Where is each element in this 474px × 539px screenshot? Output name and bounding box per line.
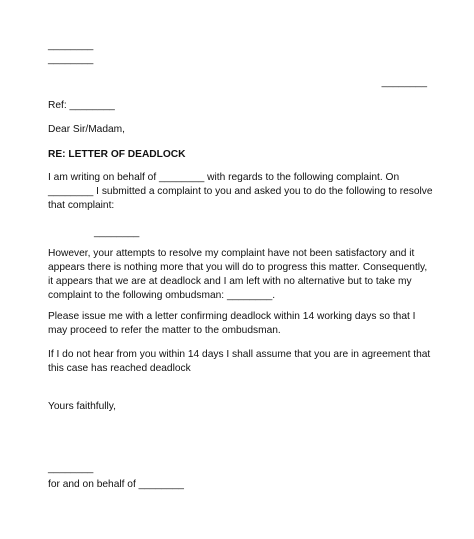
paragraph-line: Please issue me with a letter confirming deadlock within 14 working days so that I bbox=[48, 311, 416, 322]
salutation: Dear Sir/Madam, bbox=[48, 124, 125, 135]
sender-name-blank: ________ bbox=[48, 40, 94, 51]
paragraph-line: complaint to the following ombudsman: ________. bbox=[48, 290, 276, 301]
date-blank: ________ bbox=[381, 77, 427, 88]
complaint-details-blank: ________ bbox=[94, 227, 140, 238]
subject-line: RE: LETTER OF DEADLOCK bbox=[48, 149, 186, 160]
paragraph-line: ________ I submitted a complaint to you and asked you to do the following to resolve bbox=[48, 186, 433, 197]
sender-address-blank: ________ bbox=[48, 54, 94, 65]
paragraph-complaint-intro bbox=[48, 171, 438, 213]
reference-line: Ref: ________ bbox=[48, 100, 115, 111]
paragraph-assumption bbox=[48, 348, 438, 376]
paragraph-line: I am writing on behalf of ________ with regards to the following complaint. On bbox=[48, 172, 400, 183]
paragraph-line: may proceed to refer the matter to the ombudsman. bbox=[48, 325, 281, 336]
paragraph-line: that complaint: bbox=[48, 200, 115, 211]
paragraph-line: this case has reached deadlock bbox=[48, 363, 191, 374]
closing: Yours faithfully, bbox=[48, 401, 116, 412]
paragraph-deadlock-reason bbox=[48, 247, 438, 303]
paragraph-line: appears there is nothing more that you will do to progress this matter. Consequently, bbox=[48, 262, 428, 273]
paragraph-request bbox=[48, 310, 438, 338]
paragraph-line: However, your attempts to resolve my complaint have not been satisfactory and it bbox=[48, 248, 415, 259]
on-behalf-line: for and on behalf of ________ bbox=[48, 479, 184, 490]
paragraph-line: If I do not hear from you within 14 days I shall assume that you are in agreement that bbox=[48, 349, 431, 360]
paragraph-line: it appears that we are at deadlock and I am left with no alternative but to take my bbox=[48, 276, 412, 287]
signature-blank: ________ bbox=[48, 463, 94, 474]
